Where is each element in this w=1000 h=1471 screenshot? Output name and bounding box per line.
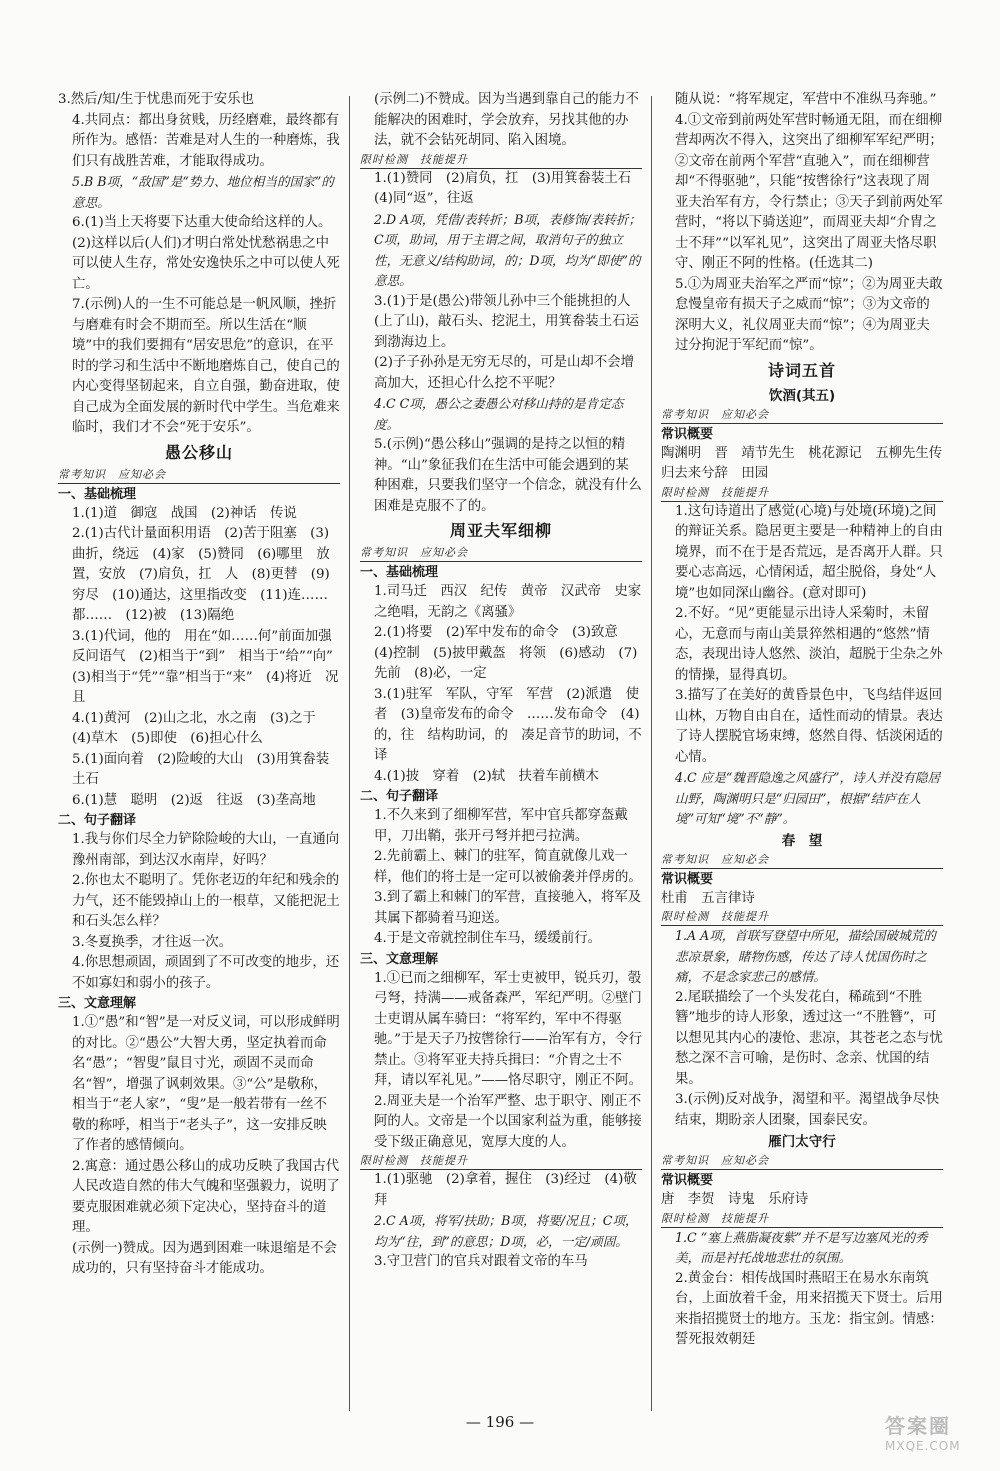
answer-line: 4.于是文帝就控制住车马，缓缓前行。	[374, 931, 602, 946]
answer-line: 2.不好。“见”更能显示出诗人采菊时，未留心，无意而与南山美景猝然相遇的“悠然”情态，表现出诗人悠然、淡泊，超脱于尘杂之外的情操，显得真切。	[675, 606, 943, 683]
answer-line: 3.(示例)反对战争，渴望和平。渴望战争尽快结束，期盼亲人团聚，国泰民安。	[675, 1092, 940, 1128]
subsection-heading: 二、句子翻译	[58, 813, 137, 828]
poem-title: 春 望	[781, 832, 823, 849]
page-number: — 196 —	[465, 1413, 535, 1431]
section-title: 周亚夫军细柳	[449, 521, 552, 540]
watermark-url: MXQE.COM	[885, 1439, 961, 1453]
section-title: 愚公移山	[164, 442, 233, 462]
answer-line: 7.(示例)人的一生不可能总是一帆风顺，挫折与磨难有时会不期而至。所以生活在“顺境”中的我们要拥有“居安思危”的意识，在平时的学习和生活中不断地磨炼自己，使自己的内心变得坚韧起来，自立自强，勤奋进取，使自己成为全面发展的新时代中学生。当危难来临时，我们才不会“死于安乐”。	[72, 297, 340, 435]
column-divider	[651, 96, 652, 1411]
poem-title: 饮酒(其五)	[768, 387, 836, 404]
answer-line: 3.(1)驻军 军队，守军 军营 (2)派遣 使者 (3)皇帝发布的命令 ……发布命令 (4)的，往 结构助词，的 凑足音节的助词，不译	[374, 686, 642, 763]
column-right	[661, 90, 956, 1351]
answer-line: 1.①已而之细柳军，军士吏被甲，锐兵刃，彀弓弩，持满——戒备森严，军纪严明。②壁门士吏谓从属车骑曰：“将军约，军中不得驱驰。”于是天子乃按辔徐行——治军有方，令行禁止。③将军亚夫持兵揖曰：“介胄之士不拜，请以军礼见。”——恪尽职守，刚正不阿。	[374, 970, 642, 1088]
subsection-heading: 常识概要	[661, 1173, 714, 1188]
answer-line: (示例二)不赞成。因为当遇到靠自己的能力不能解决的困难时，学会放弃，另找其他的办法，就不会钻死胡同、陷入困境。	[374, 92, 639, 148]
answer-line: 6.(1)慧 聪明 (2)返 往返 (3)垄高地	[72, 792, 316, 808]
column-left	[58, 90, 347, 1280]
section-banner: 常考知识 应知必会	[661, 1153, 943, 1170]
answer-line: 4.C C项，愚公之妻愚公对移山持的是肯定态度。	[374, 396, 624, 432]
section-banner: 常考知识 应知必会	[58, 467, 340, 484]
answer-line: 4.(1)披 穿着 (2)轼 扶着车前横木	[374, 768, 599, 784]
section-banner: 常考知识 应知必会	[661, 407, 943, 424]
answer-line: 1.①“愚”和“智”是一对反义词，可以形成鲜明的对比。②“愚公”大智大勇，坚定执着而命名“愚”；“智叟”鼠目寸光，顽固不灵而命名“智”，增强了讽刺效果。③“公”是敬称，相当于“老人家”，“叟”是一般若带有一丝不敬的称呼，相当于“老头子”，这一安排反映了作者的感情倾向。	[72, 1015, 340, 1153]
answer-line: 2.C A项，将军/扶助；B项，将要/况且；C项，均为“往，到”的意思；D项，必，一定/顽固。	[374, 1213, 638, 1249]
subsection-heading: 常识概要	[661, 871, 714, 887]
answer-line: 5.(示例)“愚公移山”强调的是持之以恒的精神。“山”象征我们在生活中可能会遇到的某种困难，只要我们坚守一个信念，就没有什么困难是克服不了的。	[374, 437, 642, 514]
answer-line: 2.你也太不聪明了。凭你老迈的年纪和残余的力气，还不能毁掉山上的一根草，又能把泥土和石头怎么样？	[72, 873, 340, 929]
section-banner: 常考知识 应知必会	[661, 852, 943, 869]
section-banner: 限时检测 技能提升	[661, 909, 943, 926]
answer-line: 1.C “塞上燕脂凝夜紫”并不是写边塞风光的秀美，而是衬托战地悲壮的氛围。	[675, 1229, 928, 1265]
poem-title: 雁门太守行	[768, 1134, 836, 1150]
answer-line: 1.(1)驱驰 (2)拿着，握住 (3)经过 (4)敬拜	[374, 1172, 637, 1208]
answer-line: 1.我与你们尽全力铲除险峻的大山，一直通向豫州南部，到达汉水南岸，好吗？	[72, 832, 340, 868]
subsection-heading: 一、基础梳理	[58, 486, 137, 502]
subsection-heading: 常识概要	[661, 426, 714, 442]
answer-line: 2.黄金台：相传战国时燕昭王在易水东南筑台，上面放着千金，用来招揽天下贤士。后用来指招揽贤士的地方。玉龙：指宝剑。情感：誓死报效朝廷	[675, 1270, 943, 1347]
section-title: 诗词五首	[767, 360, 836, 380]
section-banner: 常考知识 应知必会	[360, 545, 642, 562]
section-banner: 限时检测 技能提升	[360, 152, 642, 169]
subsection-heading: 三、文意理解	[58, 996, 137, 1011]
answer-line: 唐 李贺 诗鬼 乐府诗	[661, 1192, 809, 1207]
answer-line: (2)子子孙孙是无穷无尽的，可是山却不会增高加大，还担心什么挖不平呢？	[374, 355, 634, 391]
subsection-heading: 一、基础梳理	[360, 565, 439, 580]
answer-line: 3.守卫营门的官兵对跟着文帝的车马	[374, 1254, 588, 1269]
answer-line: 5.B B项，“敌国”是“势力、地位相当的国家”的意思。	[72, 174, 334, 210]
subsection-heading: 二、句子翻译	[360, 789, 439, 804]
answer-line: 1.不久来到了细柳军营，军中官兵都穿盔戴甲，刀出鞘，张开弓弩并把弓拉满。	[374, 808, 628, 844]
answer-line: 4.C 应是“魏晋隐逸之风盛行”，诗人并没有隐居山野，陶渊明只是“归园田”，根据“结庐在人境”可知“境”不“静”。	[675, 770, 941, 826]
answer-line: 2.(1)古代计量面积用语 (2)苦于阻塞 (3)曲折，绕远 (4)家 (5)赞同 (6)哪里 放置，安放 (7)肩负，扛 人 (8)更替 (9)穷尽 (10)通达，这里指改变 (11)连……都…… (12)被 (13)隔绝	[72, 526, 330, 623]
answer-line: 陶渊明 晋 靖节先生 桃花源记 五柳先生传 归去来兮辞 田园	[661, 445, 956, 481]
answer-line: 5.①为周亚夫治军之严而“惊”；②为周亚夫敢怠慢皇帝有损天子之威而“惊”；③为文帝的深明大义，礼仪周亚夫而“惊”；④为周亚夫过分拘泥于军纪而“惊”。	[675, 276, 943, 353]
answer-line: 4.①文帝到前两处军营时畅通无阻，而在细柳营却两次不得入，这突出了细柳军军纪严明；②文帝在前两个军营“直驰入”，而在细柳营却“不得驱驰”，只能“按辔徐行”这表现了周亚夫治军有方，令行禁止；③天子到前两处军营时，“将以下骑送迎”，而周亚夫却“介胄之士不拜”“以军礼见”，这突出了周亚夫恪尽职守、刚正不阿的性格。(任选其二)	[675, 112, 943, 271]
answer-line: 1.A A项，首联写登望中所见，描绘国破城荒的悲凉景象，睹物伤感，传达了诗人忧国伤时之痛，不是念家悲己的感情。	[675, 928, 936, 984]
answer-line: 3.到了霸上和棘门的军营，直接驰入，将军及其属下都骑着马迎送。	[374, 890, 642, 926]
answer-line: 3.(1)于是(愚公)带领儿孙中三个能挑担的人(上了山)，敲石头、挖泥土，用箕畚装土石运到渤海边上。	[374, 293, 639, 350]
column-middle	[360, 90, 645, 1273]
answer-line: 4.(1)黄河 (2)山之北，水之南 (3)之于 (4)草木 (5)即使 (6)担心什么	[72, 710, 330, 746]
answer-line: 2.D A项，凭借/表转折；B项，表修饰/表转折；C项，助词，用于主谓之间，取消句子的独立性，无意义/结构助词，的；D项，均为“即使”的意思。	[374, 211, 642, 288]
answer-line: 2.尾联描绘了一个头发花白，稀疏到“不胜簪”地步的诗人形象，透过这一“不胜簪”，可以想见其内心的凄怆、悲凉，其苍老之态与忧愁之深不言可喻，是伤时、念亲、忧国的结果。	[675, 989, 943, 1087]
answer-line: 3.描写了在美好的黄昏景色中，飞鸟结伴返回山林，万物自由自在，适性而动的情景。表达了诗人摆脱官场束缚，悠然自得、恬淡闲适的心情。	[675, 688, 943, 765]
column-divider	[349, 96, 350, 1411]
answer-line: 4.你思想顽固，顽固到了不可改变的地步，还不如寡妇和弱小的孩子。	[72, 955, 340, 991]
answer-line: 1.这句诗道出了感觉(心境)与处境(环境)之间的辩证关系。隐居更主要是一种精神上的自由境界，而不在于是否荒远，是否离开人群。只要心志高远，心情闲适，超尘脱俗，身处“人境”也如同深山幽谷。(意对即可)	[675, 503, 943, 601]
answer-line: (示例一)赞成。因为遇到困难一味退缩是不会成功的，只有坚持奋斗才能成功。	[72, 1240, 337, 1276]
answer-line: 随从说：“将军规定，军营中不准纵马奔驰。”	[675, 92, 937, 107]
answer-line: 3.冬夏换季，才往返一次。	[72, 934, 233, 950]
answer-line: 1.司马迁 西汉 纪传 黄帝 汉武帝 史家之绝唱，无韵之《离骚》	[374, 584, 642, 620]
answer-line: 3.(1)代词，他的 用在“如……何”前面加强反问语气 (2)相当于“到” 相当于“给”“向” (3)相当于“凭”“靠”相当于“来” (4)将近 况且	[72, 628, 347, 705]
answer-line: 2.周亚夫是一个治军严整、忠于职守、刚正不阿的人。文帝是一个以国家利益为重，能够接受下级正确意见，宽厚大度的人。	[374, 1093, 642, 1150]
answer-line: 2.先前霸上、棘门的驻军，简直就像儿戏一样，他们的将士是一定可以被偷袭并俘虏的。	[374, 849, 642, 885]
answer-line: 2.寓意：通过愚公移山的成功反映了我国古代人民改造自然的伟大气魄和坚强毅力，说明了要克服困难就必须下定决心，坚持奋斗的道理。	[72, 1158, 340, 1235]
answer-line: (2)这样以后(人们)才明白常处忧愁祸患之中可以使人生存，常处安逸快乐之中可以使人死亡。	[72, 235, 340, 292]
answer-line: 4.共同点：都出身贫贱，历经磨难，最终都有所作为。感悟：苦难是对人生的一种磨炼，我们只有战胜苦难，才能取得成功。	[72, 112, 340, 169]
watermark-logo	[885, 1410, 995, 1460]
section-banner: 限时检测 技能提升	[661, 485, 943, 502]
answer-line: 3.然后/知/生于忧患而死于安乐也	[58, 92, 254, 107]
answer-line: 1.(1)道 御寇 战国 (2)神话 传说	[72, 505, 297, 521]
answer-line: 杜甫 五言律诗	[661, 890, 755, 906]
answer-line: 1.(1)赞同 (2)肩负，扛 (3)用箕畚装土石 (4)同“返”，往返	[374, 170, 645, 206]
answer-line: 5.(1)面向着 (2)险峻的大山 (3)用箕畚装土石	[72, 751, 330, 787]
section-banner: 限时检测 技能提升	[661, 1211, 943, 1228]
section-banner: 限时检测 技能提升	[360, 1153, 642, 1170]
answer-line: 6.(1)当上天将要下达重大使命给这样的人。	[72, 215, 332, 230]
answer-line: 2.(1)将要 (2)军中发布的命令 (3)致意 (4)控制 (5)披甲戴盔 将领 (6)感动 (7)先前 (8)必，一定	[374, 625, 638, 681]
watermark-text: 答案圈	[885, 1414, 951, 1438]
subsection-heading: 三、文意理解	[360, 951, 439, 967]
